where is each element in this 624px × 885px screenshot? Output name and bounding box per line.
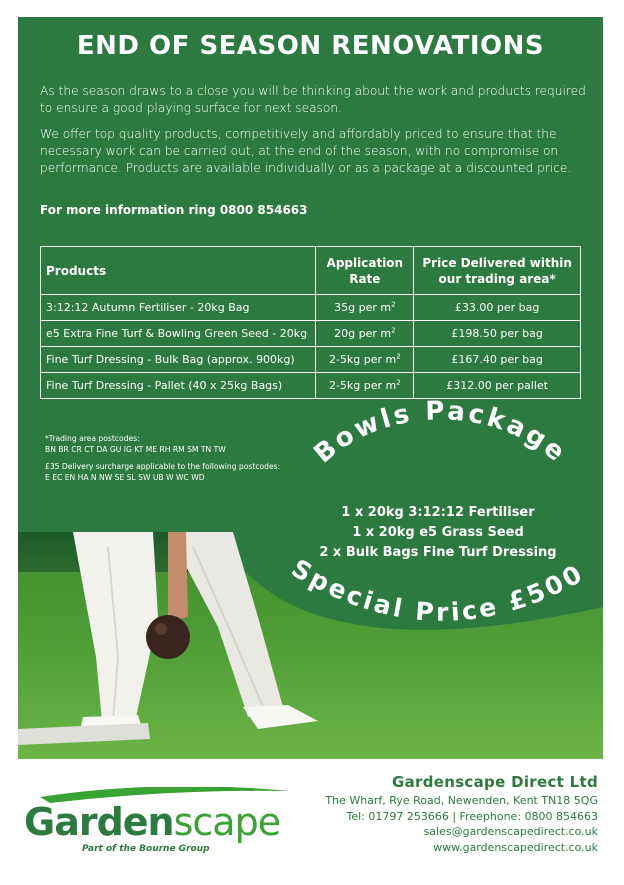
company-address: The Wharf, Rye Road, Newenden, Kent TN18 5QG xyxy=(325,794,598,807)
company-name: Gardenscape Direct Ltd xyxy=(391,773,598,791)
product-cell: e5 Extra Fine Turf & Bowling Green Seed - 20kg xyxy=(41,321,316,347)
rate-cell: 2-5kg per $m^2$ xyxy=(316,347,414,373)
bowler-arm xyxy=(168,532,188,622)
company-phones xyxy=(325,809,598,825)
column-header-products: Products xyxy=(41,247,316,295)
svg-text:Gardenscape: Gardenscape xyxy=(24,800,281,844)
price-cell: £33.00 per bag xyxy=(414,295,581,321)
table-row xyxy=(41,373,581,399)
table-row xyxy=(41,321,581,347)
package-heading: Bowls Package xyxy=(308,396,573,470)
page-title: END OF SEASON RENOVATIONS xyxy=(76,31,545,61)
gardenscape-logo xyxy=(20,787,315,857)
trading-area-codes: BN BR CR CT DA GU IG KT ME RH RM SM TN TW xyxy=(45,445,226,454)
surcharge-label: £35 Delivery surcharge applicable to the following postcodes: xyxy=(45,462,281,471)
svg-text:Part of the Bourne Group: Part of the Bourne Group xyxy=(82,844,210,854)
price-cell: £312.00 per pallet xyxy=(414,373,581,399)
package-item: 2 x Bulk Bags Fine Turf Dressing xyxy=(319,545,557,560)
package-item: 1 x 20kg e5 Grass Seed xyxy=(352,525,524,540)
product-cell: 3:12:12 Autumn Fertiliser - 20kg Bag xyxy=(41,295,316,321)
company-details xyxy=(325,771,598,855)
email-link[interactable]: sales@gardenscapedirect.co.uk xyxy=(423,825,598,839)
table-row xyxy=(41,295,581,321)
table-row xyxy=(41,347,581,373)
column-header-rate: Application Rate xyxy=(316,247,414,295)
package-items xyxy=(248,503,603,563)
tel-number: Tel: 01797 253666 xyxy=(346,809,449,823)
rate-cell: 20g per $m^2$ xyxy=(316,321,414,347)
intro-text xyxy=(40,83,588,186)
website-link[interactable]: www.gardenscapedirect.co.uk xyxy=(433,840,598,854)
intro-paragraph-1: As the season draws to a close you will be thinking about the work and products required to ensure a good playing surface for next season. xyxy=(40,84,586,115)
intro-paragraph-2: We offer top quality products, competitively and affordably priced to ensure that the necessary work can be carried out, at the end of the season, with no compromise on performance. Products are available individually or as a package at a discounted price. xyxy=(40,127,572,175)
product-cell: Fine Turf Dressing - Bulk Bag (approx. 900kg) xyxy=(41,347,316,373)
freephone-number: Freephone: 0800 854663 xyxy=(459,809,598,823)
column-header-price: Price Delivered within our trading area* xyxy=(414,247,581,295)
separator: | xyxy=(452,809,457,823)
price-cell: £198.50 per bag xyxy=(414,321,581,347)
special-price: Special Price £500 xyxy=(286,553,590,627)
rate-cell: 35g per $m^2$ xyxy=(316,295,414,321)
postcode-notes xyxy=(45,433,295,489)
product-cell: Fine Turf Dressing - Pallet (40 x 25kg Bags) xyxy=(41,373,316,399)
bowls-ball xyxy=(146,615,190,659)
trading-area-label: *Trading area postcodes: xyxy=(45,434,140,443)
products-table xyxy=(40,246,581,399)
package-item: 1 x 20kg 3:12:12 Fertiliser xyxy=(341,505,535,520)
contact-line: For more information ring 0800 854663 xyxy=(40,203,308,217)
rate-cell: 2-5kg per $m^2$ xyxy=(316,373,414,399)
table-header-row xyxy=(41,247,581,295)
green-panel xyxy=(18,17,603,759)
price-cell: £167.40 per bag xyxy=(414,347,581,373)
surcharge-codes: E EC EN HA N NW SE SL SW UB W WC WD xyxy=(45,473,205,482)
